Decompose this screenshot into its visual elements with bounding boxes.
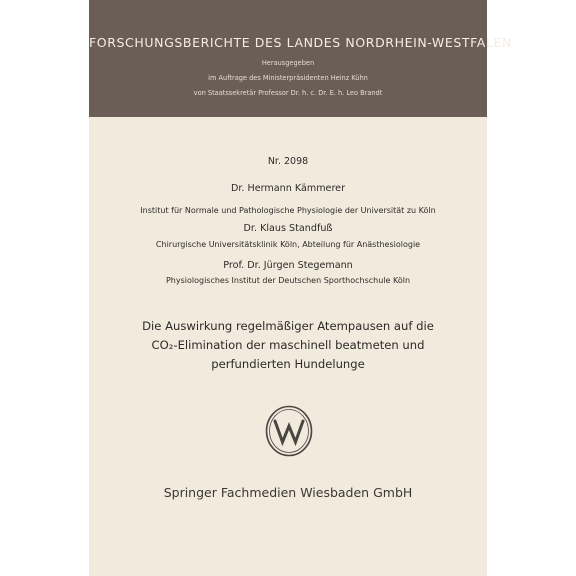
- series-editor-line-1: Herausgegeben: [261, 59, 315, 67]
- series-editor-line-3: von Staatssekretär Professor Dr. h. c. Dr. E. h. Leo Brandt: [193, 89, 383, 97]
- author-name-1: Dr. Hermann Kämmerer: [230, 183, 346, 194]
- series-title: FORSCHUNGSBERICHTE DES LANDES NORDRHEIN-WESTFALEN: [89, 35, 512, 50]
- series-header: [89, 0, 512, 117]
- book-title-line-2: CO₂-Elimination der maschinell beatmeten und: [151, 338, 425, 352]
- author-name-3: Prof. Dr. Jürgen Stegemann: [223, 260, 353, 271]
- publisher-name: Springer Fachmedien Wiesbaden GmbH: [163, 485, 413, 500]
- report-number: Nr. 2098: [267, 156, 309, 167]
- author-affiliation-1: Institut für Normale und Pathologische Physiologie der Universität zu Köln: [140, 206, 436, 215]
- book-title-line-1: Die Auswirkung regelmäßiger Atempausen auf die: [142, 319, 434, 333]
- series-editor-line-2: im Auftrage des Ministerpräsidenten Heinz Kühn: [208, 74, 368, 82]
- author-name-2: Dr. Klaus Standfuß: [243, 223, 333, 234]
- author-affiliation-2: Chirurgische Universitätsklinik Köln, Abteilung für Anästhesiologie: [155, 240, 421, 249]
- author-affiliation-3: Physiologisches Institut der Deutschen Sporthochschule Köln: [165, 276, 411, 285]
- book-title-line-3: perfundierten Hundelunge: [211, 357, 365, 371]
- springer-w-logo-icon: [264, 404, 314, 458]
- book-cover: [89, 0, 512, 576]
